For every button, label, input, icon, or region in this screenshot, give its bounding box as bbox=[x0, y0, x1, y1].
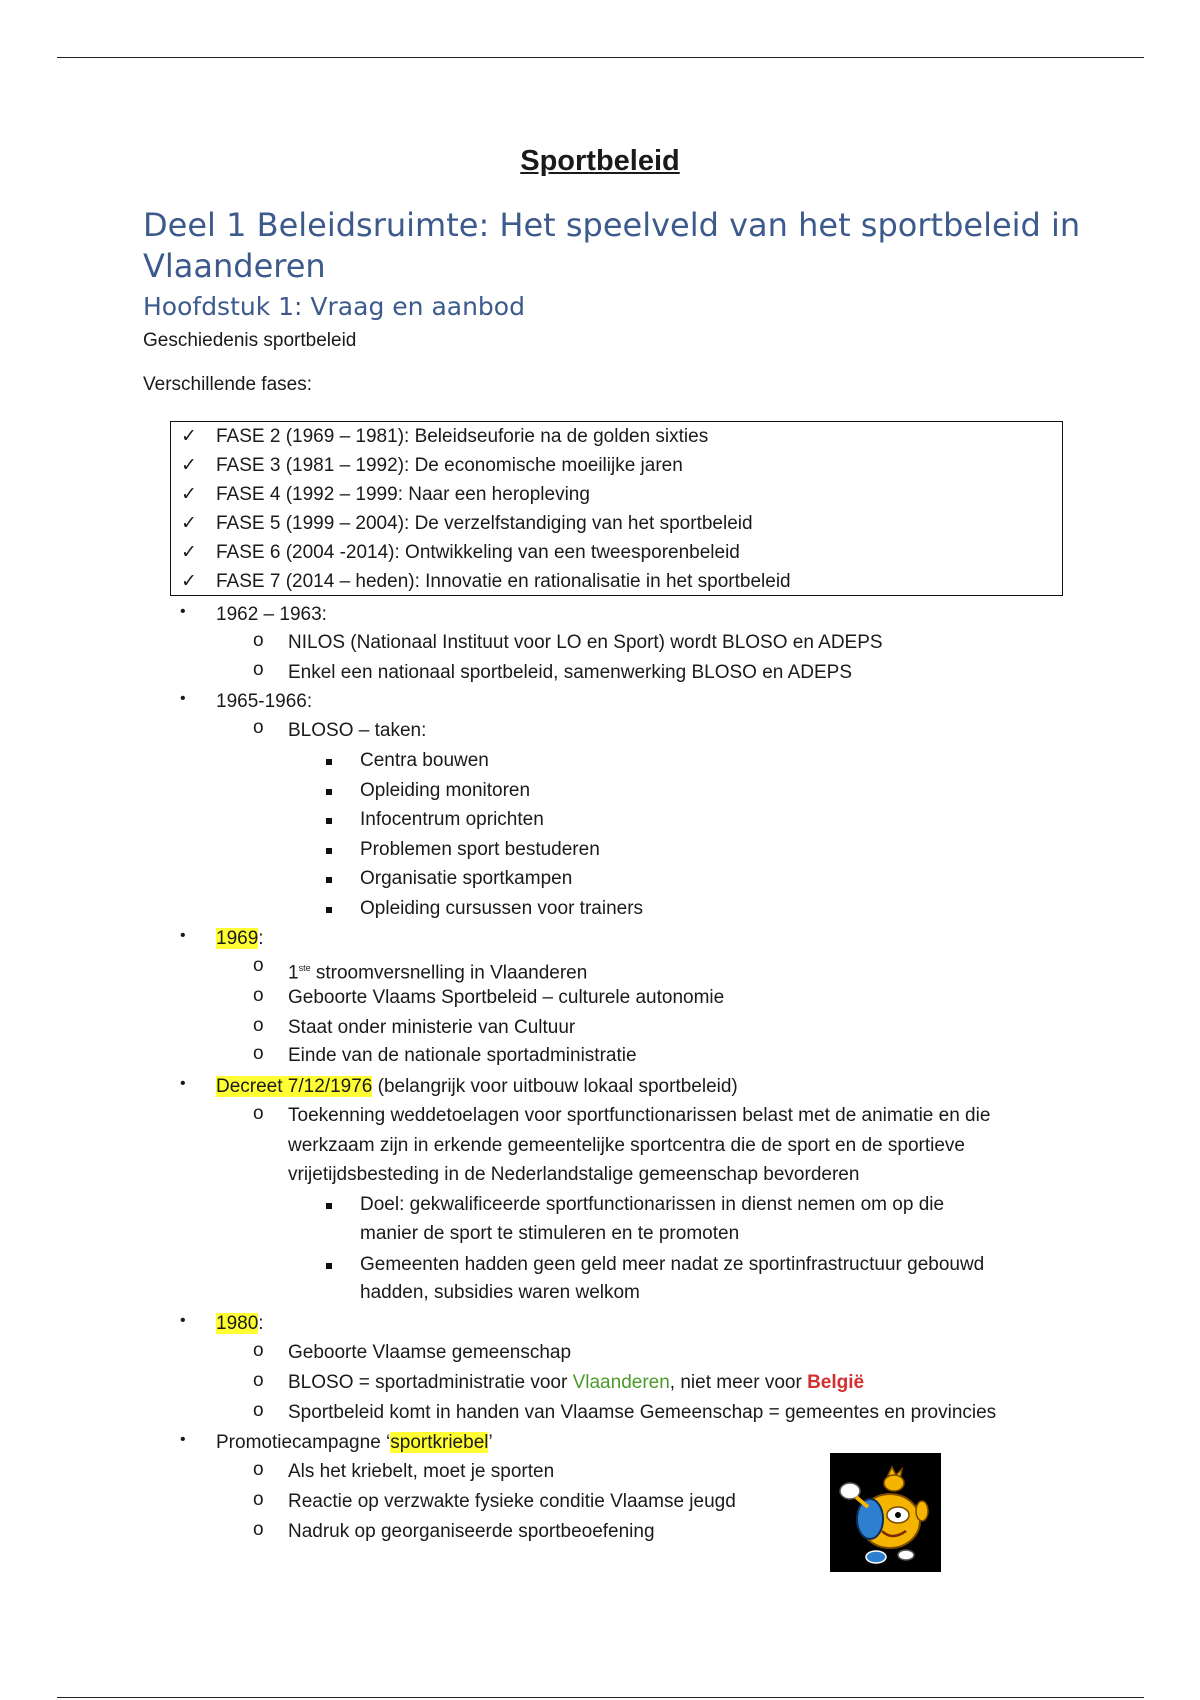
colon: : bbox=[258, 928, 264, 949]
fase-item bbox=[171, 422, 1062, 451]
list-item-text: ’ bbox=[488, 1432, 493, 1453]
colon: : bbox=[258, 1313, 264, 1334]
vlaanderen-text: Vlaanderen bbox=[572, 1372, 670, 1393]
ordinal-suffix: ste bbox=[298, 963, 311, 973]
bullet-icon: o bbox=[253, 1043, 264, 1064]
bullet-icon bbox=[326, 759, 332, 765]
checkmark-icon: ✓ bbox=[181, 542, 197, 563]
bullet-icon: o bbox=[253, 955, 264, 976]
highlighted-decree: Decreet 7/12/1976 bbox=[216, 1076, 373, 1097]
bullet-icon bbox=[326, 877, 332, 883]
list-item: Einde van de nationale sportadministratie bbox=[288, 1045, 637, 1066]
bullet-icon: • bbox=[180, 690, 186, 707]
fases-box bbox=[170, 421, 1063, 596]
list-item-line: werkzaam zijn in erkende gemeentelijke sportcentra die de sport en de sportieve bbox=[288, 1135, 965, 1156]
list-item-line: Toekenning weddetoelagen voor sportfunctionarissen belast met de animatie en die bbox=[288, 1105, 991, 1126]
bullet-icon: o bbox=[253, 659, 264, 680]
checkmark-icon: ✓ bbox=[181, 455, 197, 476]
list-item bbox=[216, 1429, 493, 1457]
list-item-text: Promotiecampagne ‘ bbox=[216, 1432, 391, 1453]
bullet-icon: o bbox=[253, 1489, 264, 1510]
list-item: Nadruk op georganiseerde sportbeoefening bbox=[288, 1521, 655, 1542]
list-item: Als het kriebelt, moet je sporten bbox=[288, 1461, 555, 1482]
bullet-icon: • bbox=[180, 927, 186, 944]
bullet-icon: o bbox=[253, 1459, 264, 1480]
list-item bbox=[216, 1073, 738, 1101]
fase-text: FASE 4 (1992 – 1999: Naar een heropleving bbox=[216, 484, 590, 505]
list-item: 1962 – 1963: bbox=[216, 604, 327, 625]
list-item-line: manier de sport te stimuleren en te promoten bbox=[360, 1223, 740, 1244]
belgie-text: België bbox=[807, 1372, 865, 1393]
bullet-icon: • bbox=[180, 603, 186, 620]
ordinal-number: 1 bbox=[288, 962, 299, 984]
fase-item bbox=[171, 451, 1062, 480]
list-item: Geboorte Vlaamse gemeenschap bbox=[288, 1342, 572, 1363]
list-item: Reactie op verzwakte fysieke conditie Vlaamse jeugd bbox=[288, 1491, 736, 1512]
bullet-icon bbox=[326, 907, 332, 913]
fase-text: FASE 7 (2014 – heden): Innovatie en rationalisatie in het sportbeleid bbox=[216, 571, 791, 592]
list-item: Opleiding cursussen voor trainers bbox=[360, 898, 644, 919]
list-item: Enkel een nationaal sportbeleid, samenwerking BLOSO en ADEPS bbox=[288, 662, 852, 683]
checkmark-icon: ✓ bbox=[181, 484, 197, 505]
part-heading: Deel 1 Beleidsruimte: Het speelveld van het sportbeleid in Vlaanderen bbox=[143, 206, 1081, 285]
bullet-icon: o bbox=[253, 717, 264, 738]
bullet-icon: o bbox=[253, 1103, 264, 1124]
list-item: Opleiding monitoren bbox=[360, 780, 531, 801]
bullet-icon: o bbox=[253, 1370, 264, 1391]
page-title: Sportbeleid bbox=[520, 145, 680, 177]
fases-label: Verschillende fases: bbox=[143, 374, 312, 395]
bullet-icon: • bbox=[180, 1431, 186, 1448]
bullet-icon: o bbox=[253, 1015, 264, 1036]
fase-text: FASE 2 (1969 – 1981): Beleidseuforie na de golden sixties bbox=[216, 426, 709, 447]
list-item: Centra bouwen bbox=[360, 750, 489, 771]
list-item: 1965-1966: bbox=[216, 691, 313, 712]
fase-text: FASE 6 (2004 -2014): Ontwikkeling van een tweesporenbeleid bbox=[216, 542, 740, 563]
bullet-icon bbox=[326, 818, 332, 824]
bullet-icon: o bbox=[253, 1340, 264, 1361]
bullet-icon bbox=[326, 789, 332, 795]
highlighted-year: 1980 bbox=[216, 1313, 259, 1334]
bullet-icon bbox=[326, 848, 332, 854]
bullet-icon: o bbox=[253, 1519, 264, 1540]
list-item bbox=[216, 925, 264, 953]
list-item: NILOS (Nationaal Instituut voor LO en Sport) wordt BLOSO en ADEPS bbox=[288, 632, 883, 653]
fase-item bbox=[171, 480, 1062, 509]
bullet-icon: • bbox=[180, 1312, 186, 1329]
footer-rule bbox=[57, 1697, 1144, 1698]
fase-item bbox=[171, 538, 1062, 567]
sportkriebel-mascot-icon bbox=[830, 1453, 941, 1572]
list-item: Staat onder ministerie van Cultuur bbox=[288, 1017, 576, 1038]
highlighted-campaign: sportkriebel bbox=[390, 1432, 489, 1453]
fase-text: FASE 3 (1981 – 1992): De economische moeilijke jaren bbox=[216, 455, 683, 476]
list-item-line: hadden, subsidies waren welkom bbox=[360, 1282, 640, 1303]
list-item-text: stroomversnelling in Vlaanderen bbox=[310, 962, 588, 984]
bullet-icon bbox=[326, 1263, 332, 1269]
fase-text: FASE 5 (1999 – 2004): De verzelfstandiging van het sportbeleid bbox=[216, 513, 753, 534]
list-item: Organisatie sportkampen bbox=[360, 868, 573, 889]
header-rule bbox=[57, 57, 1144, 58]
highlighted-year: 1969 bbox=[216, 928, 259, 949]
fase-item bbox=[171, 567, 1062, 596]
section-subheading: Geschiedenis sportbeleid bbox=[143, 330, 357, 351]
chapter-heading: Hoofdstuk 1: Vraag en aanbod bbox=[143, 292, 525, 321]
list-item: Problemen sport bestuderen bbox=[360, 839, 600, 860]
bullet-icon: • bbox=[180, 1075, 186, 1092]
list-item: Infocentrum oprichten bbox=[360, 809, 544, 830]
list-item: BLOSO – taken: bbox=[288, 720, 427, 741]
checkmark-icon: ✓ bbox=[181, 571, 197, 592]
fase-item bbox=[171, 509, 1062, 538]
bullet-icon: o bbox=[253, 985, 264, 1006]
bullet-icon: o bbox=[253, 630, 264, 651]
list-item-text: BLOSO = sportadministratie voor bbox=[288, 1372, 573, 1393]
list-item: Geboorte Vlaams Sportbeleid – culturele autonomie bbox=[288, 987, 725, 1008]
checkmark-icon: ✓ bbox=[181, 513, 197, 534]
list-item-line: Gemeenten hadden geen geld meer nadat ze sportinfrastructuur gebouwd bbox=[360, 1254, 985, 1275]
list-item-text: (belangrijk voor uitbouw lokaal sportbeleid) bbox=[372, 1076, 738, 1097]
list-item bbox=[216, 1310, 264, 1338]
list-item bbox=[288, 1369, 864, 1397]
list-item: Sportbeleid komt in handen van Vlaamse Gemeenschap = gemeentes en provincies bbox=[288, 1402, 997, 1423]
list-item-line: Doel: gekwalificeerde sportfunctionarissen in dienst nemen om op die bbox=[360, 1194, 945, 1215]
bullet-icon bbox=[326, 1203, 332, 1209]
list-item-text: , niet meer voor bbox=[669, 1372, 808, 1393]
checkmark-icon: ✓ bbox=[181, 426, 197, 447]
list-item-line: vrijetijdsbesteding in de Nederlandstalige gemeenschap bevorderen bbox=[288, 1164, 860, 1185]
bullet-icon: o bbox=[253, 1400, 264, 1421]
list-item bbox=[288, 954, 587, 987]
